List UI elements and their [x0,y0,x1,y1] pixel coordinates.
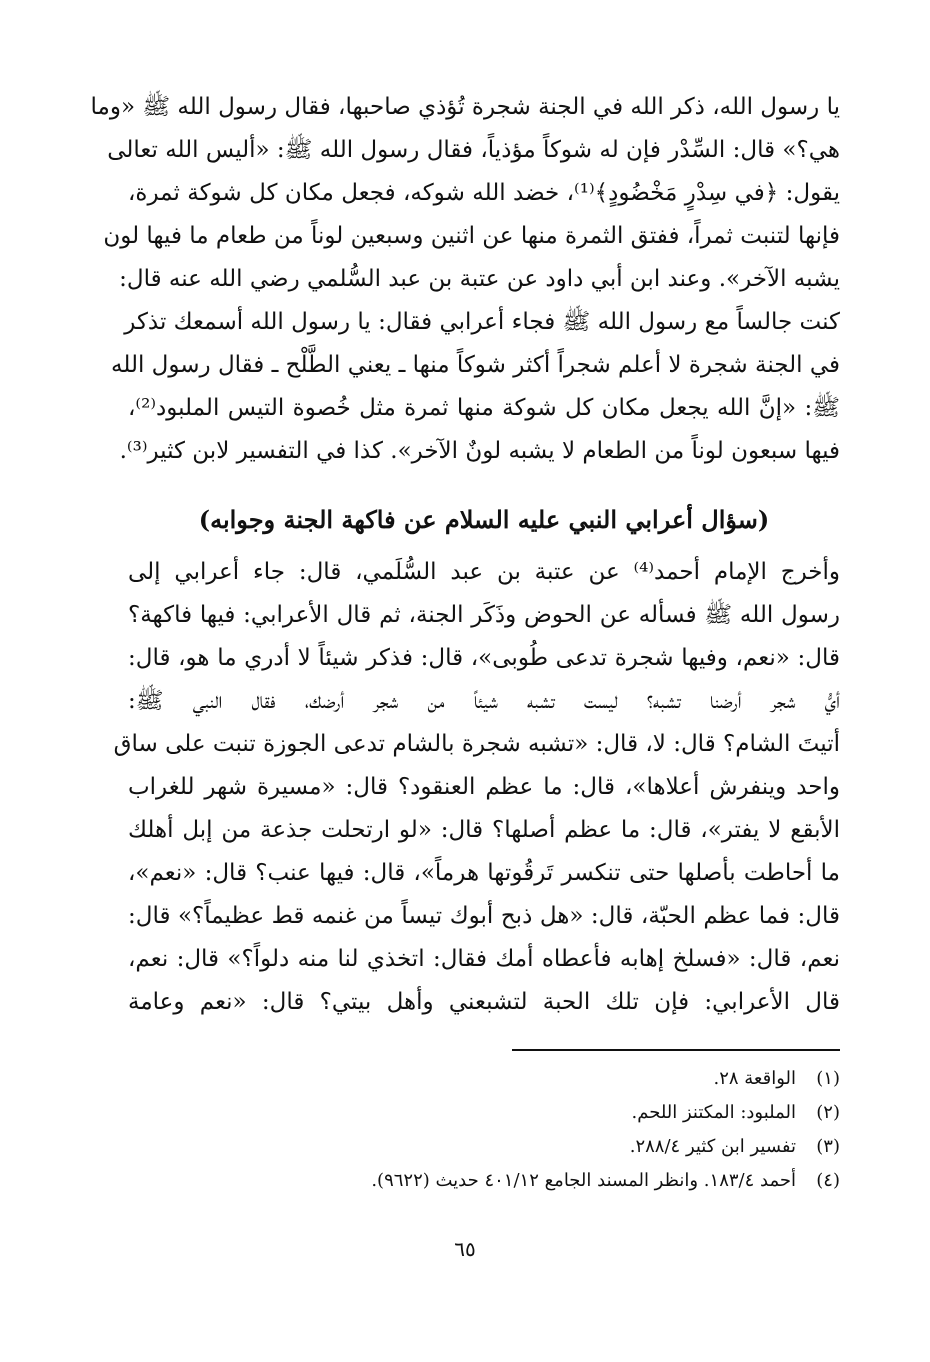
text-line: أتيتَ الشام؟ قال: لا، قال: «تشبه شجرة بالشام تدعى الجوزة تنبت على ساق [113,731,840,757]
text-line: يا رسول الله، ذكر الله في الجنة شجرة تُؤذي صاحبها، فقال رسول الله ﷺ «وما [90,94,840,120]
footnote-text: أحمد ١٨٣/٤. وانظر المسند الجامع ٤٠١/١٢ حديث (٩٦٢٢). [371,1170,796,1191]
text-line: ما أحاطت بأصلها حتى تنكسر تَرقُوتها هرماً»، قال: فيها عنب؟ قال: «نعم»، [128,860,840,886]
text-line: وأخرج الإمام أحمد⁽⁴⁾ عن عتبة بن عبد السُّلَمي، قال: جاء أعرابي إلى [128,559,840,585]
text-line: قال: «نعم، وفيها شجرة تدعى طُوبى»، قال: فذكر شيئاً لا أدري ما هو، قال: [128,645,840,671]
footnote [128,1096,840,1130]
text-line: نعم، قال: «فسلخ إهابه فأعطاه أمك فقال: اتخذي لنا منه دلواً؟» قال: نعم، [128,946,840,972]
text-line: ﷺ: «إنَّ الله يجعل مكان كل شوكة منها ثمرة مثل خُصوة التيس الملبود⁽²⁾، [128,395,840,421]
footnote [128,1130,840,1164]
footnote-separator [512,1049,840,1051]
footnote [128,1062,840,1096]
section-heading: (سؤال أعرابي النبي عليه السلام عن فاكهة الجنة وجوابه) [198,505,770,534]
text-line: فإنها لتنبت ثمراً، ففتق الثمرة منها عن اثنين وسبعين لوناً من طعام ما فيها لون [103,223,840,249]
text-line: كنت جالساً مع رسول الله ﷺ فجاء أعرابي فقال: يا رسول الله أسمعك تذكر [124,309,840,335]
text-line: قال: فما عظم الحبّة، قال: «هل ذبح أبوك تيساً من غنمه قط عظيماً؟» قال: [128,903,840,929]
text-line: في الجنة شجرة لا أعلم شجراً أكثر شوكاً منها ـ يعني الطَّلْح ـ فقال رسول الله [111,352,840,378]
text-line: رسول الله ﷺ فسأله عن الحوض وذَكَر الجنة، ثم قال الأعرابي: فيها فاكهة؟ [128,602,840,628]
footnote-number: (٢) [816,1102,840,1123]
footnote-text: الواقعة ٢٨. [713,1068,796,1089]
paragraph-2 [113,551,840,1024]
footnotes [128,1062,840,1198]
footnote-number: (١) [816,1068,840,1089]
footnote [128,1164,840,1198]
footnote-text: تفسير ابن كثير ٢٨٨/٤. [629,1136,796,1157]
text-line: واحد وينفرش أعلاها»، قال: ما عظم العنقود؟ قال: «مسيرة شهر للغراب [128,774,840,800]
text-line: يقول: ﴿في سِدْرٍ مَخْضُودٍ﴾⁽¹⁾، خضد الله شوكه، فجعل مكان كل شوكة ثمرة، [128,180,841,206]
text-line: قال الأعرابي: فإن تلك الحبة لتشبعني وأهل بيتي؟ قال: «نعم وعامة [128,989,840,1015]
footnote-text: الملبود: المكتنز اللحم. [631,1102,796,1123]
footnote-number: (٤) [816,1170,840,1191]
text-line: أيُّ شجر أرضنا تشبه؟ ليست تشبه شيئاً من شجر أرضك، فقال النبي ﷺ: [128,688,840,714]
page-number: ٦٥ [454,1237,476,1261]
paragraph-1 [90,86,841,473]
text-line: يشبه الآخر». وعند ابن أبي داود عن عتبة بن عبد السُّلمي رضي الله عنه قال: [119,266,840,292]
text-line: فيها سبعون لوناً من الطعام لا يشبه لونٌ الآخر». كذا في التفسير لابن كثير⁽³⁾. [119,438,840,464]
footnote-number: (٣) [816,1136,840,1157]
text-line: هي؟» قال: السِّدْر فإن له شوكاً مؤذياً، فقال رسول الله ﷺ: «أليس الله تعالى [107,137,840,163]
text-line: الأبقع لا يفتر»، قال: ما عظم أصلها؟ قال: «لو ارتحلت جذعة من إبل أهلك [128,817,840,843]
